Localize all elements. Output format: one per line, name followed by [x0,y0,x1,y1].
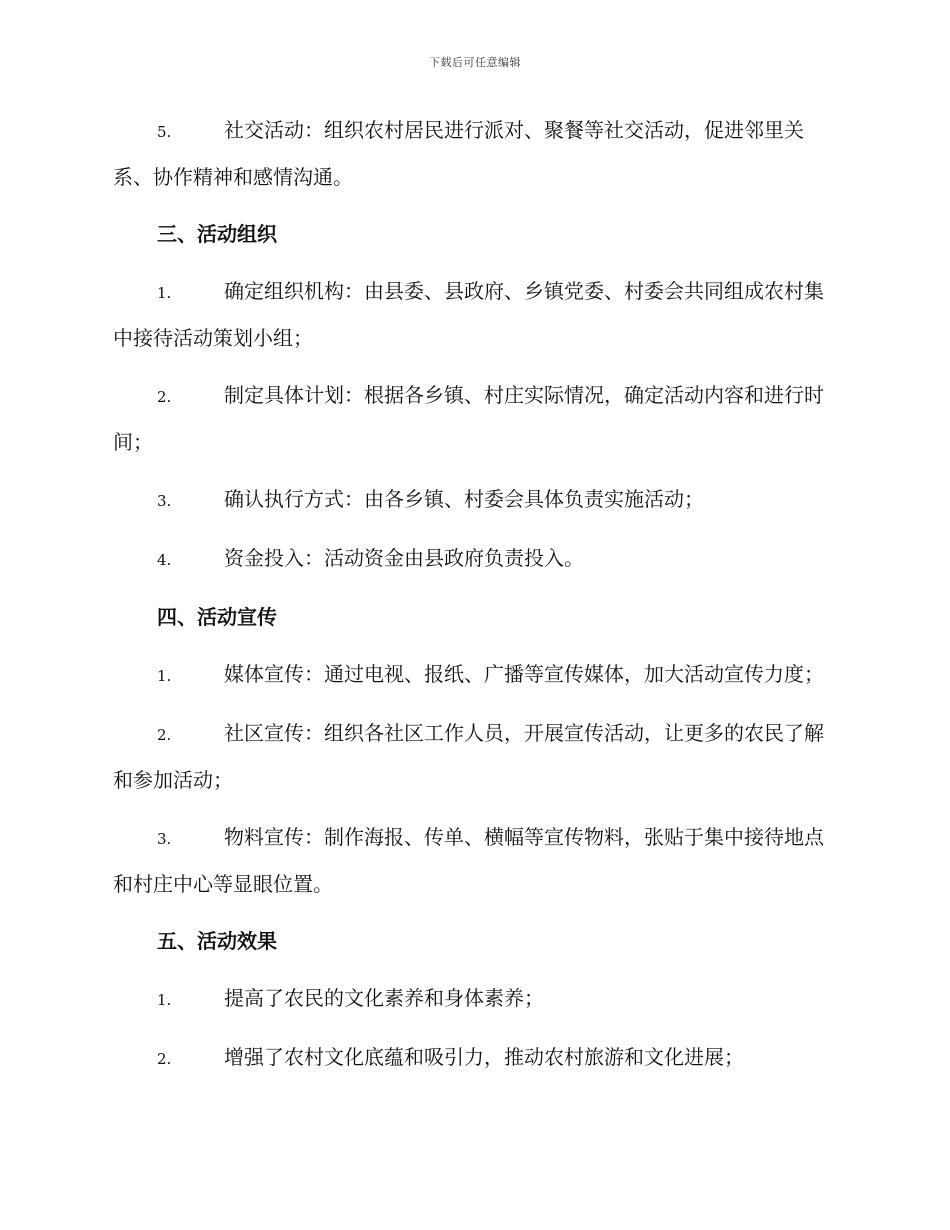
item-text: 物料宣传：制作海报、传单、横幅等宣传物料，张贴于集中接待地点和村庄中心等显眼位置。 [113,825,824,896]
item-number: 2. [157,1050,172,1068]
item-number: 2. [157,388,172,406]
list-item [113,1035,835,1082]
item-number: 2. [157,726,172,744]
item-number: 5. [157,123,172,141]
item-number: 1. [157,284,172,302]
list-item [113,108,835,200]
list-item [113,373,835,465]
document-body [113,108,835,1094]
item-number: 1. [157,667,172,685]
item-text: 媒体宣传：通过电视、报纸、广播等宣传媒体，加大活动宣传力度； [224,662,824,686]
item-text: 资金投入：活动资金由县政府负责投入。 [224,546,584,570]
item-text: 社交活动：组织农村居民进行派对、聚餐等社交活动，促进邻里关系、协作精神和感情沟通。 [113,118,804,189]
item-text: 社区宣传：组织各社区工作人员，开展宣传活动，让更多的农民了解和参加活动； [113,721,824,792]
item-number: 3. [157,830,172,848]
list-item [113,536,835,583]
header-note: 下载后可任意编辑 [429,56,521,69]
item-number: 3. [157,492,172,510]
item-text: 确认执行方式：由各乡镇、村委会具体负责实施活动； [224,487,704,511]
item-text: 确定组织机构：由县委、县政府、乡镇党委、村委会共同组成农村集中接待活动策划小组； [113,279,824,350]
list-item [113,652,835,699]
section-heading: 三、活动组织 [157,222,277,246]
list-item [113,815,835,907]
list-item [113,477,835,524]
item-number: 1. [157,991,172,1009]
item-text: 增强了农村文化底蕴和吸引力，推动农村旅游和文化进展； [224,1045,744,1069]
item-number: 4. [157,551,172,569]
section-heading: 五、活动效果 [157,929,277,953]
list-item [113,976,835,1023]
item-text: 制定具体计划：根据各乡镇、村庄实际情况，确定活动内容和进行时间； [113,383,824,454]
item-text: 提高了农民的文化素养和身体素养； [224,986,544,1010]
section-heading: 四、活动宣传 [157,605,277,629]
list-item [113,269,835,361]
list-item [113,711,835,803]
